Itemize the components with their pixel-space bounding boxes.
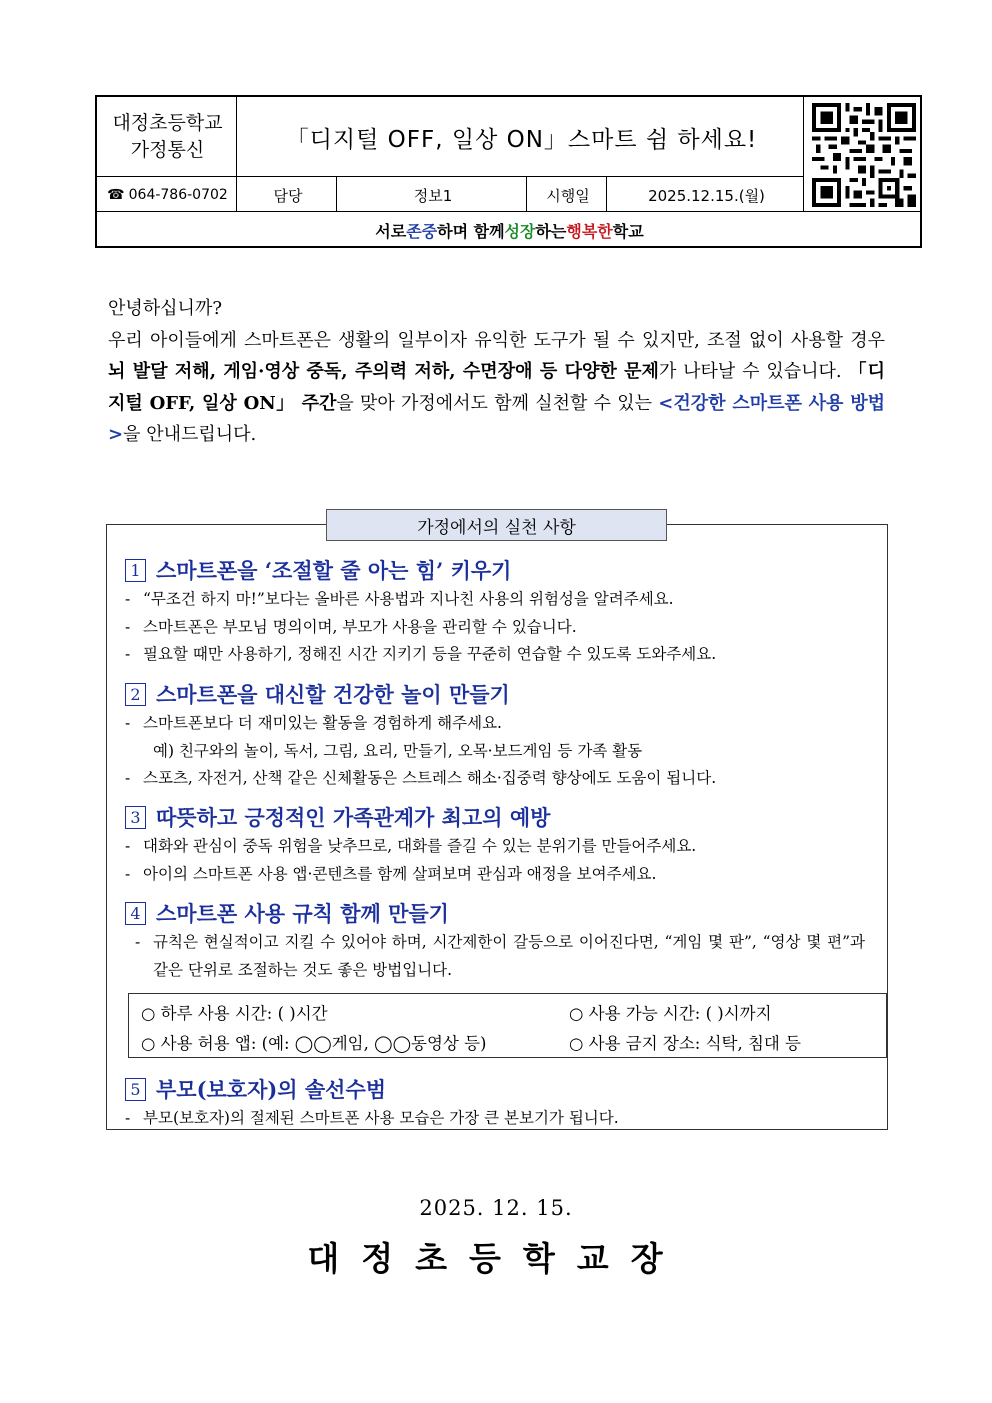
issue-date: 2025. 12. 15. — [419, 1196, 573, 1220]
section-number: 3 — [125, 806, 146, 829]
intro-text: 가 나타날 수 있습니다. — [658, 361, 849, 382]
issue-date-label: 시행일 — [546, 186, 590, 205]
practice-section-5 — [125, 1073, 880, 1133]
list-item: - “무조건 하지 마!”보다는 올바른 사용법과 지나친 사용의 위험성을 알려주세요. — [125, 590, 674, 608]
list-item: - 필요할 때만 사용하기, 정해진 시간 지키기 등을 꾸준히 연습할 수 있도록 도와주세요. — [125, 645, 717, 663]
section-heading — [125, 1073, 880, 1105]
practice-section-1 — [125, 554, 880, 669]
motto-part: 학교 — [612, 221, 644, 241]
section-title: 부모(보호자)의 솔선수범 — [156, 1077, 387, 1102]
school-name-line2: 가정통신 — [130, 139, 205, 161]
section-heading — [125, 678, 880, 710]
intro-text: 우리 아이들에게 스마트폰은 생활의 일부이자 유익한 도구가 될 수 있지만, 조절 없이 사용할 경우 — [108, 329, 885, 351]
list-item: - 스마트폰은 부모님 명의이며, 부모가 사용을 관리할 수 있습니다. — [125, 617, 577, 636]
section-number: 2 — [125, 683, 146, 706]
intro-body — [108, 325, 885, 451]
section-number: 4 — [125, 902, 146, 925]
motto-growth: 성장 — [504, 221, 536, 241]
rule-allowed-hours: ○ 사용 가능 시간: ( )시까지 — [569, 1004, 772, 1023]
school-name — [97, 97, 238, 177]
section-heading — [125, 801, 880, 833]
greeting: 안녕하십니까? — [108, 298, 222, 319]
practice-section-4 — [125, 897, 880, 984]
header-table — [95, 95, 922, 248]
principal-signature: 대정초등학교장 — [307, 1239, 685, 1278]
newsletter-title: 「디지털 OFF, 일상 ON」스마트 쉼 하세요! — [285, 126, 758, 153]
list-item: - 스마트폰보다 더 재미있는 활동을 경험하게 해주세요. — [125, 714, 502, 732]
school-name-line1: 대정초등학교 — [112, 112, 223, 134]
intro-emphasis: 뇌 발달 저해, 게임·영상 중독, 주의력 저하, 수면장애 등 다양한 문제 — [108, 361, 659, 382]
intro-highlight: <건강한 스마트폰 사용 방법> — [108, 392, 885, 445]
intro-emphasis: 「디지털 OFF, 일상 ON」 주간 — [108, 361, 885, 414]
intro-text: 을 맞아 가정에서도 함께 실천할 수 있는 — [336, 392, 659, 414]
section-title: 따뜻하고 긍정적인 가족관계가 최고의 예방 — [156, 805, 551, 830]
qr-code[interactable] — [805, 97, 922, 213]
list-item: - 아이의 스마트폰 사용 앱·콘텐츠를 함께 살펴보며 관심과 애정을 보여주세요. — [125, 864, 657, 883]
section-heading — [125, 897, 880, 929]
rule-forbidden-places: ○ 사용 금지 장소: 식탁, 침대 등 — [569, 1034, 801, 1053]
rules-box — [128, 993, 887, 1058]
list-item: - 부모(보호자)의 절제된 스마트폰 사용 모습은 가장 큰 본보기가 됩니다. — [125, 1109, 619, 1127]
example-line: 예) 친구와의 놀이, 독서, 그림, 요리, 만들기, 오목·보드게임 등 가족 활동 — [153, 741, 643, 760]
motto-part: 하며 함께 — [437, 221, 505, 241]
charge-label: 담당 — [273, 186, 303, 205]
intro-paragraph — [108, 293, 885, 451]
school-motto — [97, 213, 922, 247]
section-number: 5 — [125, 1078, 146, 1101]
phone-number — [97, 177, 238, 213]
rule-allowed-apps: ○ 사용 허용 앱: (예: ◯◯게임, ◯◯동영상 등) — [141, 1034, 487, 1053]
section-number: 1 — [125, 559, 146, 582]
issue-date-value: 2025.12.15.(월) — [648, 186, 765, 205]
phone-number-text: 064-786-0702 — [128, 187, 228, 203]
phone-icon: ☎ — [107, 187, 125, 203]
section-title: 스마트폰을 대신할 건강한 놀이 만들기 — [156, 682, 510, 707]
practice-section-2 — [125, 678, 880, 793]
motto-part: 하는 — [535, 221, 567, 241]
practice-title: 가정에서의 실천 사항 — [326, 509, 667, 541]
section-title: 스마트폰 사용 규칙 함께 만들기 — [156, 901, 449, 926]
list-item: - 대화와 관심이 중독 위험을 낮추므로, 대화를 즐길 수 있는 분위기를 만들어주세요. — [125, 837, 697, 855]
section-title: 스마트폰을 ‘조절할 줄 아는 힘’ 키우기 — [156, 558, 512, 583]
section-heading — [125, 554, 880, 586]
practice-section-3 — [125, 801, 880, 888]
intro-text: 을 안내드립니다. — [123, 424, 257, 445]
rule-daily-time: ○ 하루 사용 시간: ( )시간 — [141, 1004, 328, 1023]
list-item: - 규칙은 현실적이고 지킬 수 있어야 하며, 시간제한이 갈등으로 이어진다면, “게임 몇 판”, “영상 몇 편”과 같은 단위로 조절하는 것도 좋은 방법입니다. — [135, 933, 865, 979]
motto-part: 서로 — [375, 221, 407, 241]
motto-respect: 존중 — [406, 221, 438, 241]
qr-code-icon — [812, 103, 916, 207]
list-item: - 스포츠, 자전거, 산책 같은 신체활동은 스트레스 해소·집중력 향상에도 도움이 됩니다. — [125, 769, 717, 787]
charge-value: 정보1 — [413, 186, 453, 205]
motto-happy: 행복한 — [566, 221, 613, 241]
